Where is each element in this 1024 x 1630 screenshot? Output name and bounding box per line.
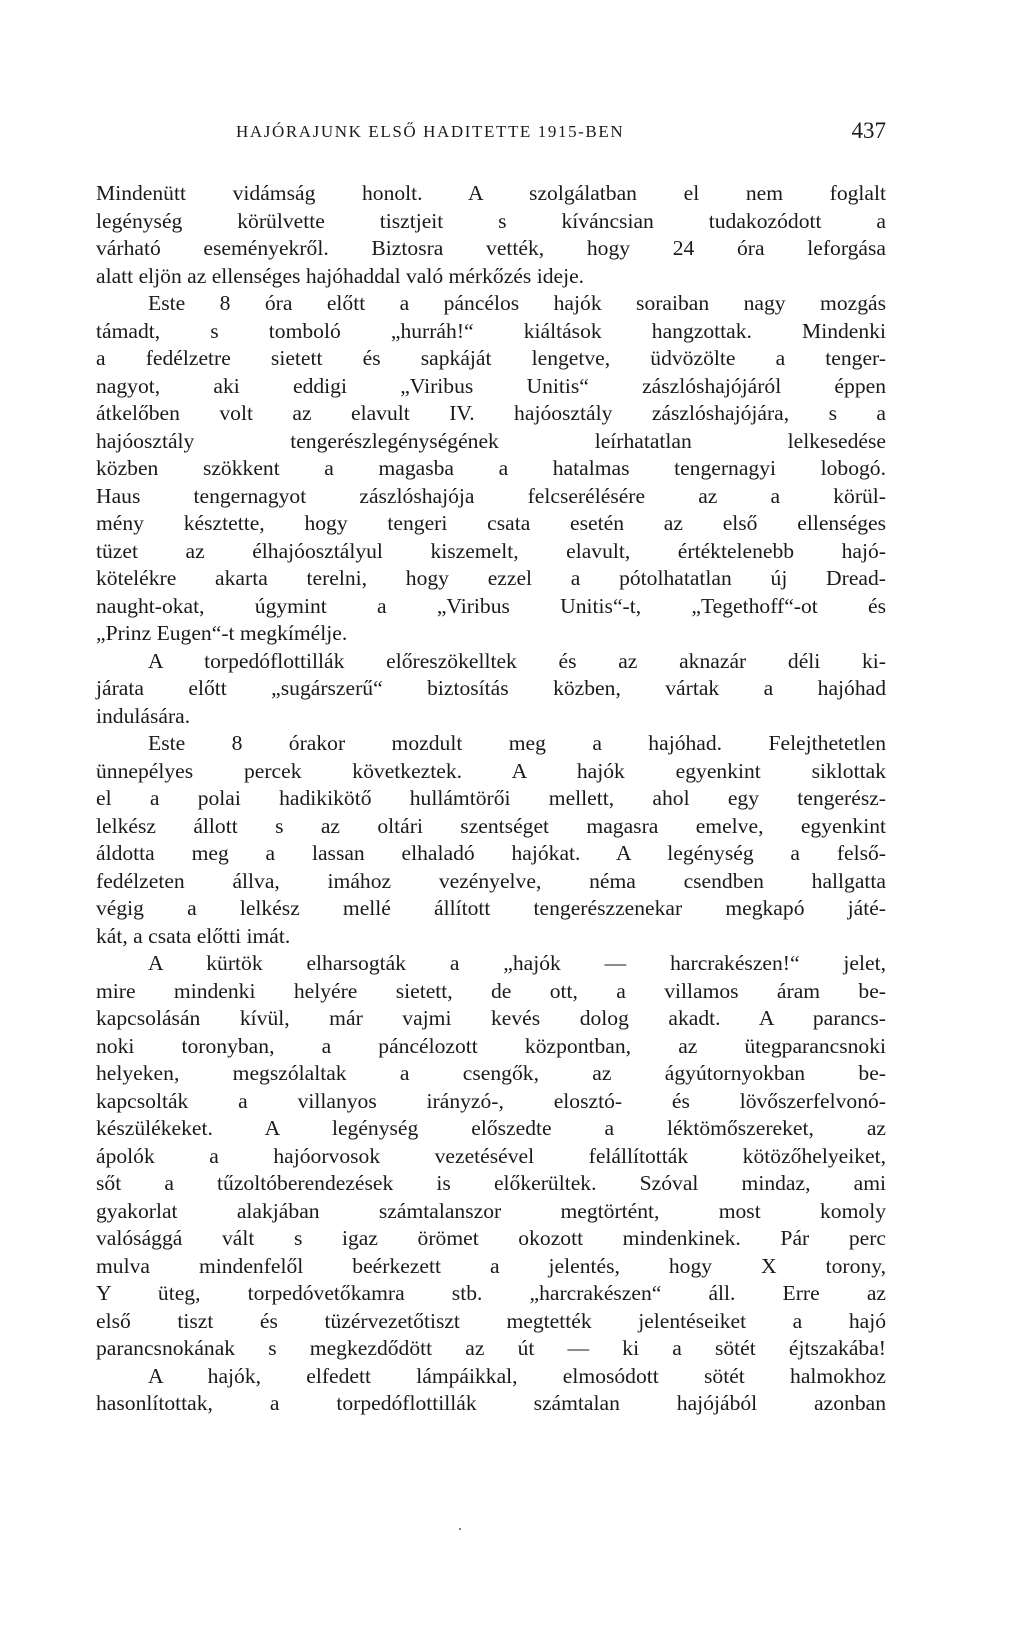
text-line: végig a lelkész mellé állított tengerészzenekar megkapó játé- (96, 896, 886, 920)
page-header (96, 118, 886, 148)
text-line: járata előtt „sugárszerű“ biztosítás közben, vártak a hajóhad (96, 676, 886, 700)
text-line: mulva mindenfelől beérkezett a jelentés, hogy X torony, (96, 1253, 886, 1278)
text-line: A kürtök elharsogták a „hajók — harcrakészen!“ jelet, (148, 951, 886, 975)
running-title: HAJÓRAJUNK ELSŐ HADITETTE 1915-BEN (236, 122, 625, 141)
text-line: kapcsolták a villanyos irányzó-, elosztó- és lövőszerfelvonó- (96, 1088, 886, 1113)
text-line: kapcsolásán kívül, már vajmi kevés dolog akadt. A parancs- (96, 1006, 886, 1030)
text-line: hajóosztály tengerészlegénységének leírhatatlan lelkesedése (96, 428, 886, 453)
text-line: naught-okat, úgymint a „Viribus Unitis“-t, „Tegethoff“-ot és (96, 593, 886, 618)
body-text (96, 180, 886, 1418)
text-line: indulására. (96, 703, 191, 728)
text-line: hasonlítottak, a torpedóflottillák számtalan hajójából azonban (96, 1391, 886, 1415)
text-line: mire mindenki helyére sietett, de ott, a villamos áram be- (96, 978, 886, 1003)
text-line: Mindenütt vidámság honolt. A szolgálatban el nem foglalt (96, 181, 886, 205)
text-line: kötelékre akarta terelni, hogy ezzel a pótolhatatlan új Dread- (96, 566, 886, 590)
text-line: átkelőben volt az elavult IV. hajóosztály zászlóshajójára, s a (96, 401, 886, 425)
text-line: legénység körülvette tisztjeit s kíváncsian tudakozódott a (96, 208, 886, 233)
text-line: Haus tengernagyot zászlóshajója felcserélésére az a körül- (96, 483, 886, 508)
page-number: 437 (851, 118, 886, 143)
text-line: valósággá vált s igaz örömet okozott mindenkinek. Pár perc (96, 1226, 886, 1250)
text-line: tüzet az élhajóosztályul kiszemelt, elavult, értéktelenebb hajó- (96, 538, 886, 563)
text-line: helyeken, megszólaltak a csengők, az ágyútornyokban be- (96, 1061, 886, 1085)
text-line: Y üteg, torpedóvetőkamra stb. „harcrakészen“ áll. Erre az (96, 1281, 886, 1305)
text-line: parancsnokának s megkezdődött az út — ki a sötét éjtszakába! (96, 1336, 886, 1360)
text-line: gyakorlat alakjában számtalanszor megtörtént, most komoly (96, 1198, 886, 1223)
text-line: ápolók a hajóorvosok vezetésével felállították kötözőhelyeiket, (96, 1143, 886, 1168)
text-line: ünnepélyes percek következtek. A hajók egyenkint siklottak (96, 758, 886, 783)
text-line: készülékeket. A legénység előszedte a léktömőszereket, az (96, 1116, 886, 1140)
text-line: a fedélzetre sietett és sapkáját lengetve, üdvözölte a tenger- (96, 346, 886, 370)
text-line: lelkész állott s az oltári szentséget magasra emelve, egyenkint (96, 813, 886, 838)
text-line: fedélzeten állva, imához vezényelve, néma csendben hallgatta (96, 868, 886, 893)
text-line: el a polai hadikikötő hullámtörői mellett, ahol egy tengerész- (96, 786, 886, 810)
text-line: sőt a tűzoltóberendezések is előkerültek. Szóval mindaz, ami (96, 1171, 886, 1195)
text-line: nagyot, aki eddigi „Viribus Unitis“ zászlóshajójáról éppen (96, 373, 886, 398)
text-line: alatt eljön az ellenséges hajóhaddal való mérkőzés ideje. (96, 263, 585, 288)
print-speck (459, 1528, 461, 1530)
text-line: kát, a csata előtti imát. (96, 923, 291, 948)
text-line: első tiszt és tüzérvezetőtiszt megtették jelentéseiket a hajó (96, 1308, 886, 1333)
text-line: A torpedóflottillák előreszökelltek és az aknazár déli ki- (148, 648, 886, 673)
text-line: Este 8 órakor mozdult meg a hajóhad. Felejthetetlen (148, 731, 886, 755)
text-line: noki toronyban, a páncélozott központban, az ütegparancsnoki (96, 1033, 886, 1058)
text-line: áldotta meg a lassan elhaladó hajókat. A legénység a felső- (96, 841, 886, 865)
text-line: Este 8 óra előtt a páncélos hajók soraiban nagy mozgás (148, 291, 886, 315)
text-line: közben szökkent a magasba a hatalmas tengernagyi lobogó. (96, 456, 886, 480)
text-line: A hajók, elfedett lámpáikkal, elmosódott sötét halmokhoz (148, 1363, 886, 1388)
text-line: támadt, s tomboló „hurráh!“ kiáltások hangzottak. Mindenki (96, 318, 886, 343)
text-line: „Prinz Eugen“-t megkímélje. (96, 621, 348, 645)
text-line: várható eseményekről. Biztosra vették, hogy 24 óra leforgása (96, 236, 886, 260)
text-line: mény késztette, hogy tengeri csata esetén az első ellenséges (96, 511, 886, 535)
